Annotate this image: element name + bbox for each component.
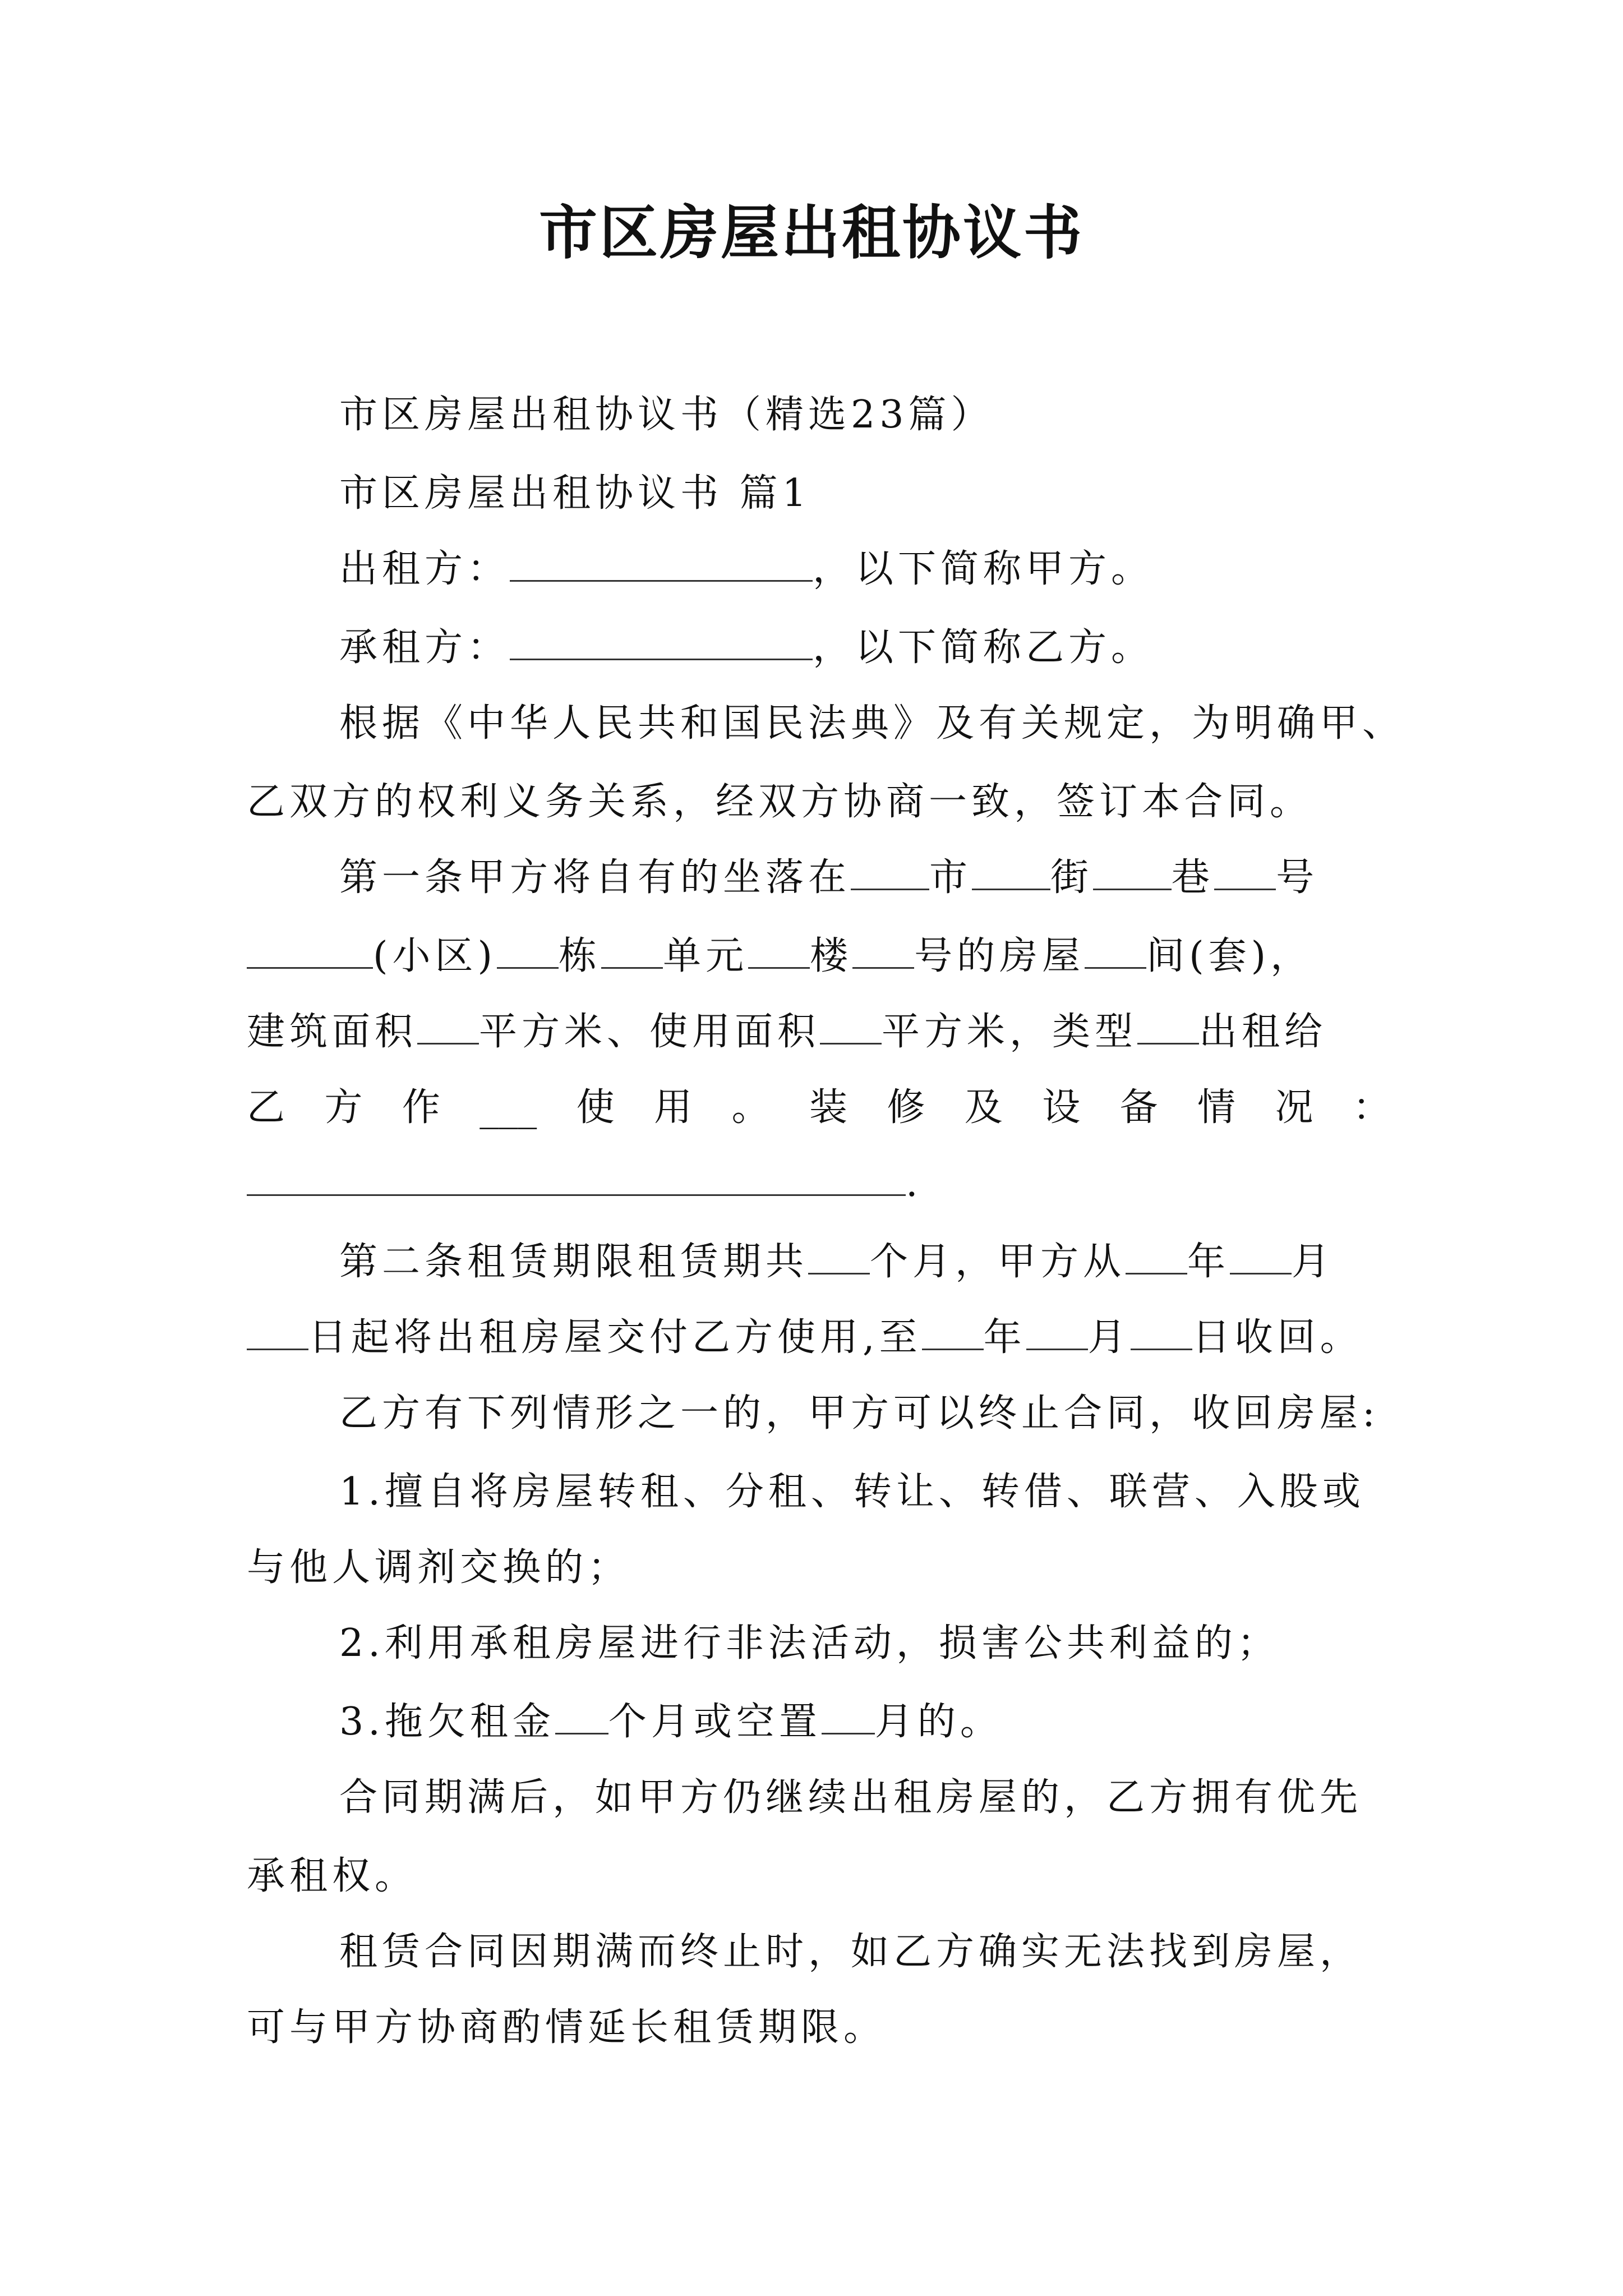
rooms-blank	[1085, 935, 1146, 969]
article2-line-2	[247, 1310, 1391, 1366]
justified-char: 方	[324, 1085, 363, 1130]
lessee-line	[339, 620, 1391, 676]
start-month-blank	[1230, 1240, 1292, 1274]
lessor-blank	[510, 547, 813, 582]
art1-text: 平方米，类型	[882, 1010, 1138, 1054]
art1-text: 平方米、使用面积	[479, 1010, 820, 1054]
building-blank	[497, 935, 559, 969]
lessor-suffix: ，以下简称甲方。	[813, 547, 1154, 591]
art2-text: 年	[983, 1315, 1026, 1360]
months-blank	[808, 1240, 870, 1274]
document-subtitle: 市区房屋出租协议书（精选23篇）	[339, 393, 994, 437]
art1-text: 号的房屋	[914, 934, 1085, 978]
section-heading: 市区房屋出租协议书 篇1	[339, 471, 811, 516]
article1-line-4	[247, 1080, 1391, 1136]
start-year-blank	[1126, 1240, 1187, 1274]
article2-line-1	[339, 1234, 1391, 1290]
end-month-blank	[1026, 1316, 1088, 1350]
lessor-label: 出租方：	[339, 547, 510, 591]
justified-char: 设	[1042, 1085, 1081, 1130]
building-area-blank	[417, 1010, 479, 1045]
art2-text: 月	[1087, 1315, 1131, 1360]
art1-text: 市	[929, 855, 972, 900]
type-blank	[1137, 1010, 1199, 1045]
art1-text: 单元	[663, 934, 749, 978]
art1-text: 巷	[1172, 855, 1215, 900]
article1-line-2	[247, 928, 1391, 984]
art2-text: 日收回。	[1192, 1315, 1363, 1360]
lessee-suffix: ，以下简称乙方。	[813, 625, 1154, 670]
decoration-blank	[247, 1162, 906, 1196]
extension-line-1: 租赁合同因期满而终止时，如乙方确实无法找到房屋，	[339, 1930, 1363, 1974]
article1-line-1	[339, 850, 1391, 906]
justified-char: 用	[654, 1085, 693, 1130]
art1-text: 建筑面积	[247, 1010, 418, 1054]
art2-text: 日起将出租房屋交付乙方使用,至	[308, 1315, 922, 1360]
item3-text: 个月或空置	[608, 1700, 822, 1744]
document-title: 市区房屋出租协议书	[538, 198, 1084, 267]
art2-text: 月	[1292, 1240, 1335, 1284]
item3-text: 月的。	[874, 1700, 1003, 1744]
extension-line-2: 可与甲方协商酌情延长租赁期限。	[247, 2005, 887, 2050]
art1-text: 栋	[559, 934, 602, 978]
article1-line-5	[247, 1156, 1391, 1212]
justified-char: 作	[402, 1085, 440, 1130]
art2-text: 年	[1187, 1240, 1230, 1284]
intro-line-1: 根据《中华人民共和国民法典》及有关规定，为明确甲、	[339, 701, 1405, 746]
number-blank	[1214, 856, 1276, 890]
justified-char: 。	[731, 1085, 770, 1130]
art1-text: 间(套)，	[1146, 934, 1313, 978]
unit-blank	[601, 935, 663, 969]
art1-text: 第一条甲方将自有的坐落在	[339, 855, 851, 900]
art1-text: 出租给	[1199, 1010, 1327, 1054]
art1-text: 号	[1276, 855, 1319, 900]
justified-char: 况	[1275, 1085, 1313, 1130]
start-day-blank	[247, 1316, 308, 1350]
item-3	[339, 1694, 1391, 1750]
city-blank	[851, 856, 929, 890]
justified-char: 修	[887, 1085, 925, 1130]
justified-char: 备	[1119, 1085, 1158, 1130]
renewal-line-1: 合同期满后，如甲方仍继续出租房屋的，乙方拥有优先	[339, 1775, 1363, 1820]
item-1-line-2: 与他人调剂交换的；	[247, 1545, 631, 1590]
justified-char: 情	[1197, 1085, 1236, 1130]
floor-blank	[748, 935, 810, 969]
termination-intro: 乙方有下列情形之一的，甲方可以终止合同，收回房屋:	[339, 1391, 1380, 1435]
end-day-blank	[1131, 1316, 1192, 1350]
art2-text: 第二条租赁期限租赁期共	[339, 1240, 809, 1284]
article1-line-3	[247, 1004, 1391, 1060]
art1-text: 街	[1050, 855, 1094, 900]
usable-area-blank	[820, 1010, 882, 1045]
room-number-blank	[852, 935, 914, 969]
art2-text: 个月，甲方从	[870, 1240, 1126, 1284]
justified-char: ___	[479, 1085, 537, 1130]
justified-char: 装	[809, 1085, 847, 1130]
justified-char: ：	[1352, 1085, 1391, 1130]
justified-char: 及	[964, 1085, 1003, 1130]
lane-blank	[1093, 856, 1172, 890]
art1-text: 楼	[810, 934, 853, 978]
lessee-label: 承租方：	[339, 625, 510, 670]
art1-text: .	[906, 1161, 923, 1205]
renewal-line-2: 承租权。	[247, 1854, 418, 1898]
justified-char: 乙	[247, 1085, 285, 1130]
item-1-line-1: 1.擅自将房屋转租、分租、转让、转借、联营、入股或	[339, 1470, 1365, 1514]
art1-text: (小区)	[373, 934, 497, 978]
lessee-blank	[510, 626, 813, 660]
justified-char: 使	[576, 1085, 615, 1130]
end-year-blank	[922, 1316, 984, 1350]
vacant-months-blank	[822, 1700, 875, 1734]
intro-line-2: 乙双方的权利义务关系，经双方协商一致，签订本合同。	[247, 780, 1313, 824]
item3-text: 3.拖欠租金	[339, 1700, 555, 1744]
community-blank	[247, 935, 373, 969]
street-blank	[972, 856, 1050, 890]
item-2: 2.利用承租房屋进行非法活动，损害公共利益的；	[339, 1621, 1280, 1665]
arrears-months-blank	[555, 1700, 608, 1734]
lessor-line	[339, 541, 1391, 597]
